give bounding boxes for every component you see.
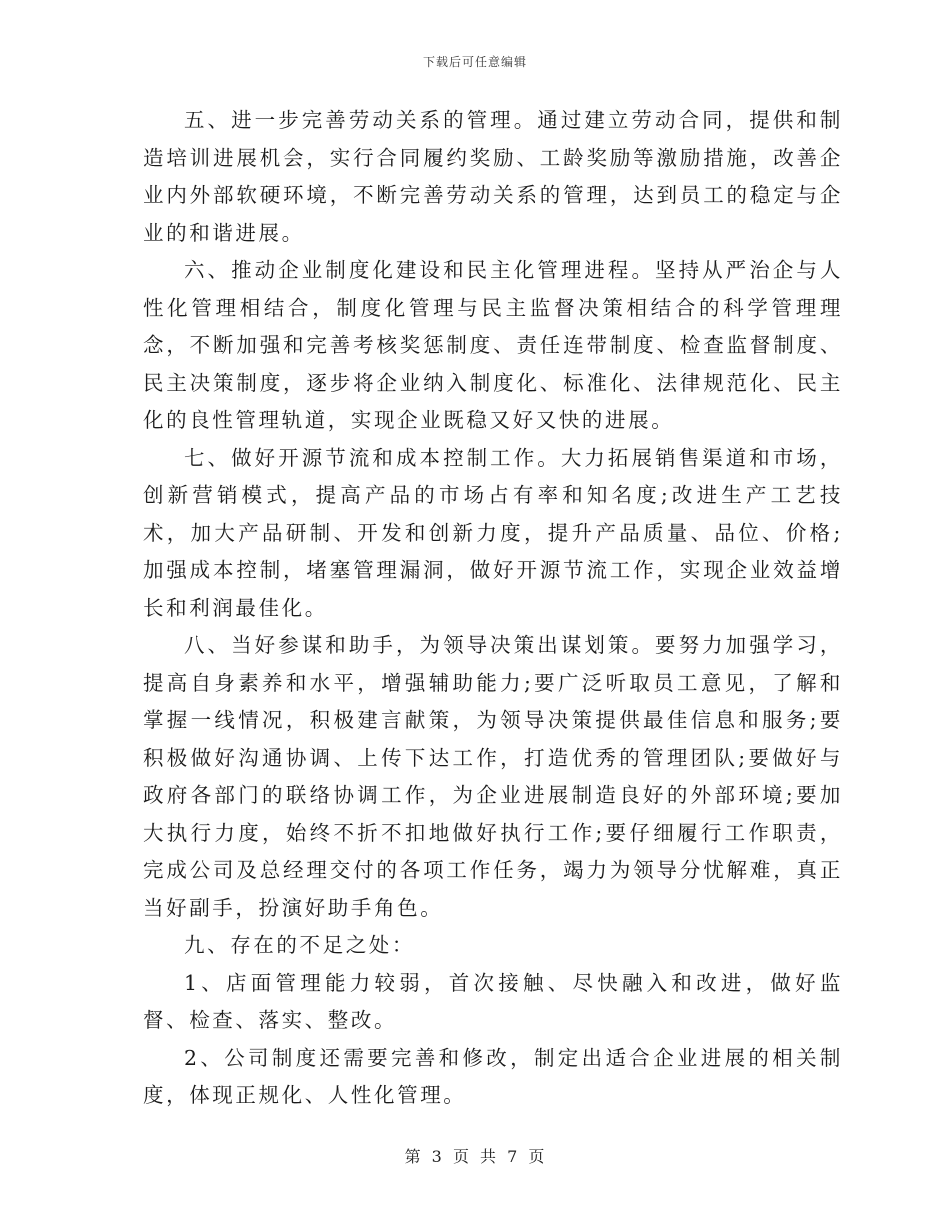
paragraph-9-heading: 九、存在的不足之处： — [184, 933, 415, 957]
paragraph-7: 七、做好开源节流和成本控制工作。大力拓展销售渠道和市场，创新营销模式，提高产品的市场占有率和知名度;改进生产工艺技术，加大产品研制、开发和创新力度，提升产品质量、品位、价格;加强成本控制，堵塞管理漏洞，做好开源节流工作，实现企业效益增长和利润最佳化。 — [143, 445, 843, 620]
paragraph-shortcoming-2: 2、公司制度还需要完善和修改，制定出适合企业进展的相关制度，体现正规化、人性化管理。 — [143, 1045, 843, 1107]
paragraph-6: 六、推动企业制度化建设和民主化管理进程。坚持从严治企与人性化管理相结合，制度化管理与民主监督决策相结合的科学管理理念，不断加强和完善考核奖惩制度、责任连带制度、检查监督制度、民主决策制度，逐步将企业纳入制度化、标准化、法律规范化、民主化的良性管理轨道，实现企业既稳又好又快的进展。 — [143, 258, 843, 432]
page-footer: 第 3 页 共 7 页 — [404, 1147, 546, 1166]
paragraph-shortcoming-1: 1、店面管理能力较弱，首次接触、尽快融入和改进，做好监督、检查、落实、整改。 — [143, 970, 843, 1032]
page-header: 下载后可任意编辑 — [422, 55, 527, 69]
document-body — [143, 102, 843, 1115]
paragraph-5: 五、进一步完善劳动关系的管理。通过建立劳动合同，提供和制造培训进展机会，实行合同履约奖励、工龄奖励等激励措施，改善企业内外部软硬环境，不断完善劳动关系的管理，达到员工的稳定与企业的和谐进展。 — [143, 108, 843, 245]
paragraph-8: 八、当好参谋和助手，为领导决策出谋划策。要努力加强学习，提高自身素养和水平，增强辅助能力;要广泛听取员工意见，了解和掌握一线情况，积极建言献策，为领导决策提供最佳信息和服务;要积极做好沟通协调、上传下达工作，打造优秀的管理团队;要做好与政府各部门的联络协调工作，为企业进展制造良好的外部环境;要加大执行力度，始终不折不扣地做好执行工作;要仔细履行工作职责，完成公司及总经理交付的各项工作任务，竭力为领导分忧解难，真正当好副手，扮演好助手角色。 — [143, 633, 843, 920]
